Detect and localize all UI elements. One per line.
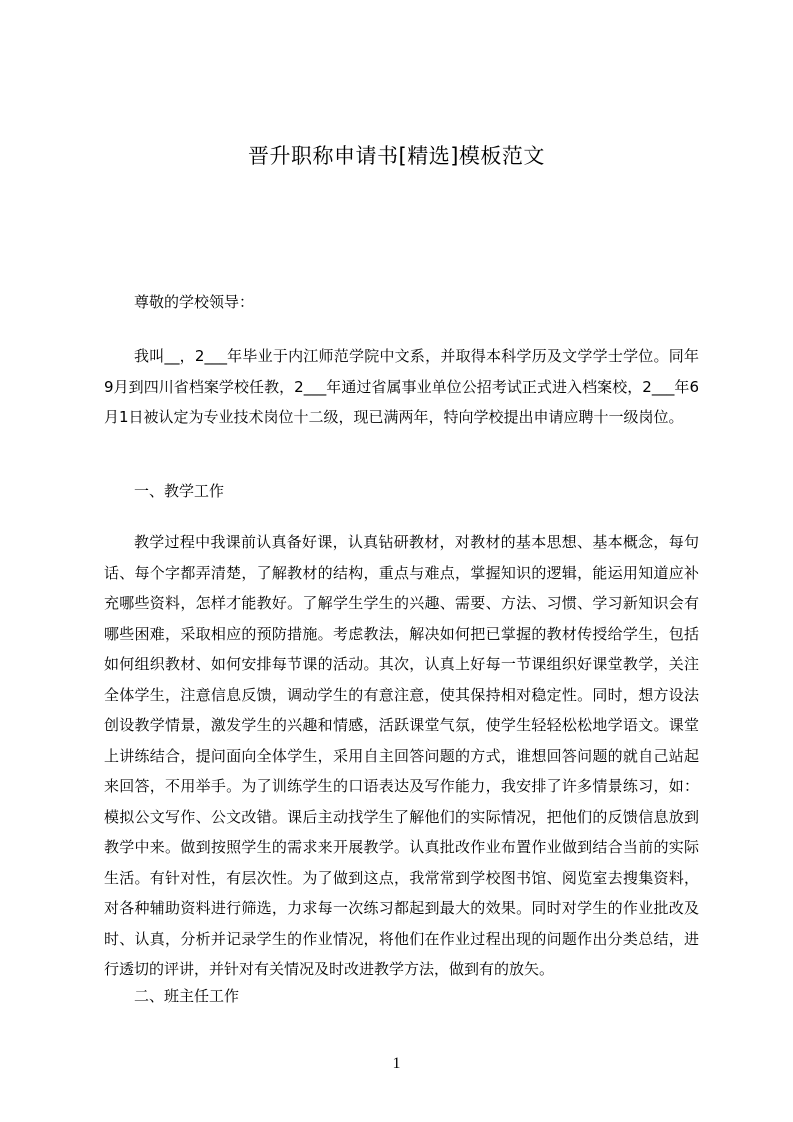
document-title: 晋升职称申请书[精选]模板范文 (248, 144, 545, 168)
page-number: 1 (392, 1055, 401, 1072)
section-heading-class-teacher: 二、班主任工作 (134, 987, 240, 1005)
teaching-paragraph: 教学过程中我课前认真备好课，认真钻研教材，对教材的基本思想、基本概念，每句话、每个字都弄清楚，了解教材的结构，重点与难点，掌握知识的逻辑，能运用知道应补充哪些资料，怎样才能教好。了解学生学生的兴趣、需要、方法、习惯、学习新知识会有哪些困难，采取相应的预防措施。考虑教法，解决如何把已掌握的教材传授给学生，包括如何组织教材、如何安排每节课的活动。其次，认真上好每一节课组织好课堂教学，关注全体学生，注意信息反馈，调动学生的有意注意，使其保持相对稳定性。同时，想方设法创设教学情景，激发学生的兴趣和情感，活跃课堂气氛，使学生轻轻松松地学语文。课堂上讲练结合，提问面向全体学生，采用自主回答问题的方式，谁想回答问题的就自己站起来回答，不用举手。为了训练学生的口语表达及写作能力，我安排了许多情景练习，如：模拟公文写作、公文改错。课后主动找学生了解他们的实际情况，把他们的反馈信息放到教学中来。做到按照学生的需求来开展教学。认真批改作业布置作业做到结合当前的实际生活。有针对性，有层次性。为了做到这点，我常常到学校图书馆、阅览室去搜集资料，对各种辅助资料进行筛选，力求每一次练习都起到最大的效果。同时对学生的作业批改及时、认真，分析并记录学生的作业情况，将他们在作业过程出现的问题作出分类总结，进行透切的评讲，并针对有关情况及时改进教学方法，做到有的放矢。 (104, 533, 699, 978)
intro-paragraph: 我叫__，2___年毕业于内江师范学院中文系，并取得本科学历及文学学士学位。同年9月到四川省档案学校任教，2___年通过省属事业单位公招考试正式进入档案校，2___年6月1日被认定为专业技术岗位十二级，现已满两年，特向学校提出申请应聘十一级岗位。 (104, 347, 699, 426)
section-heading-teaching: 一、教学工作 (134, 482, 225, 500)
salutation: 尊敬的学校领导： (134, 293, 255, 311)
